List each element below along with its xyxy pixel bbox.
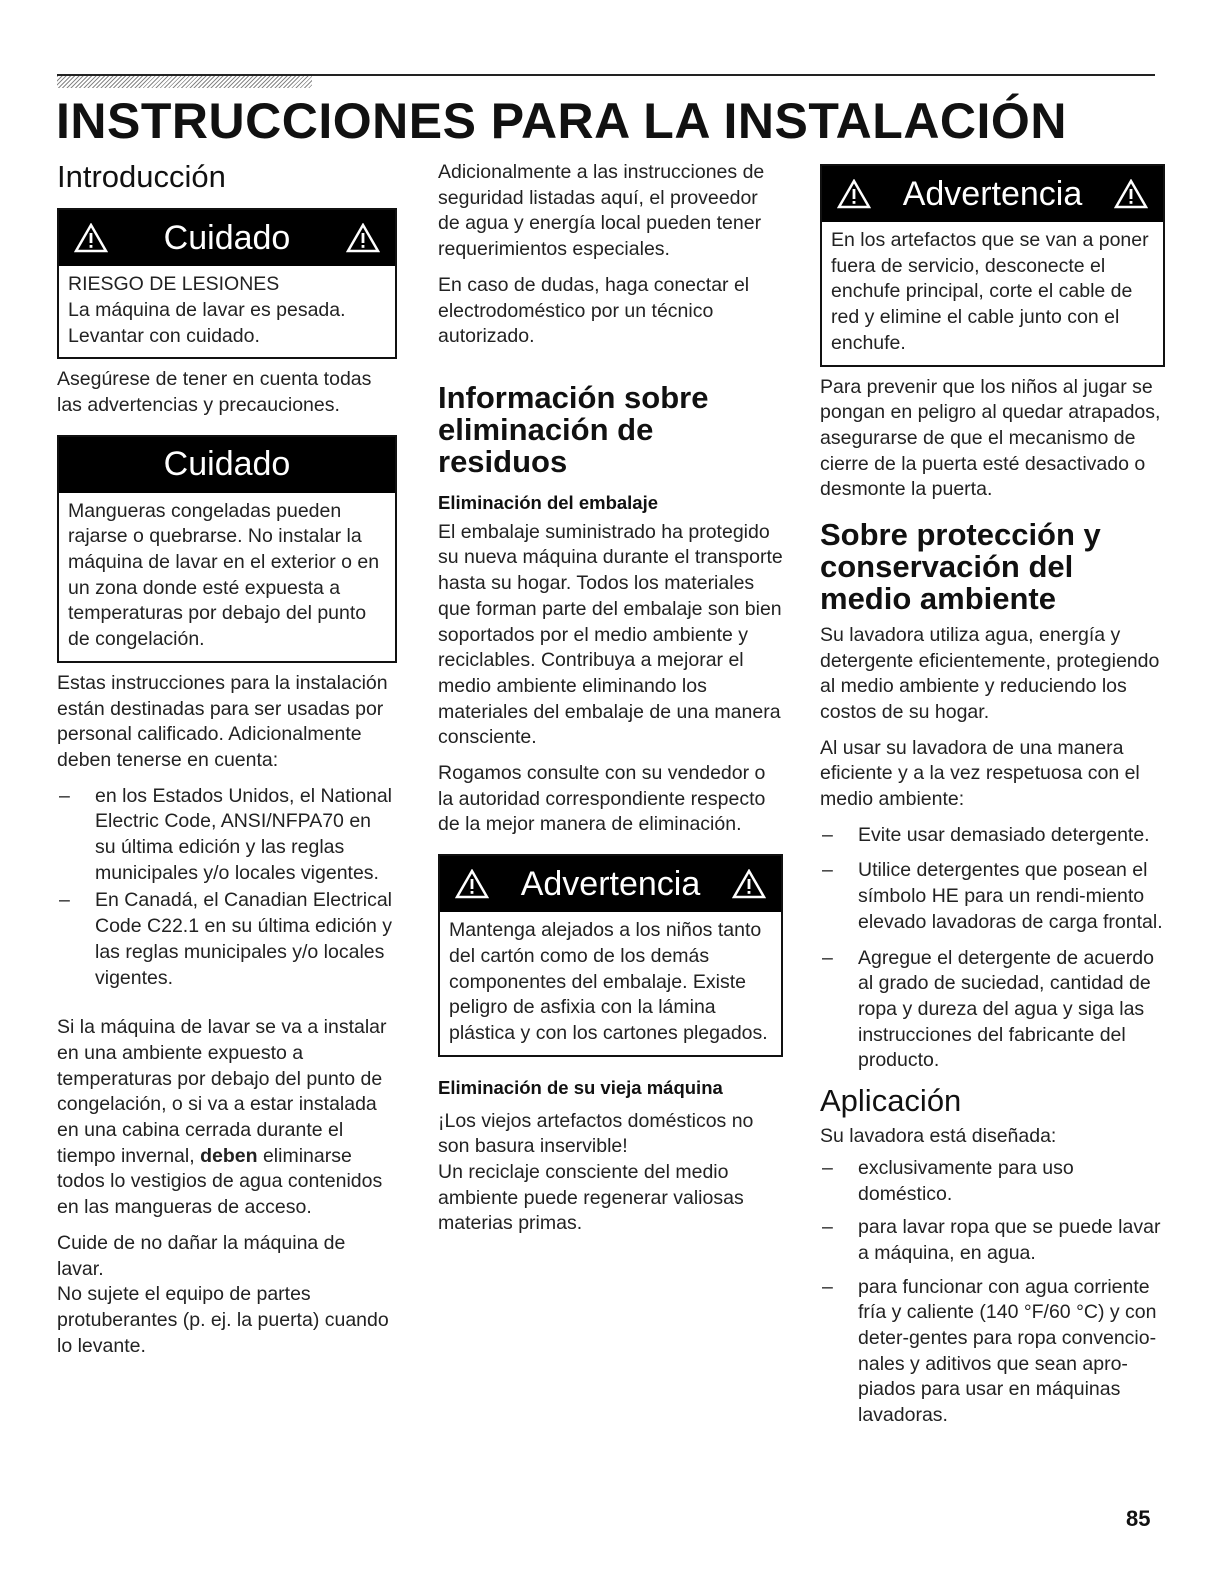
- warning-triangle-icon: [837, 179, 871, 209]
- page-number: 85: [1126, 1506, 1151, 1531]
- warning-box-packaging-body: [440, 912, 781, 1055]
- intro-heading: Introducción: [57, 159, 226, 194]
- caution-box-1-header: [59, 210, 395, 266]
- warning-triangle-icon: [732, 869, 766, 899]
- paragraph: Su lavadora utiliza agua, energía y detergente eficientemente, protegiendo al medio ambiente y reduciendo los costos de su hogar.: [820, 623, 1160, 723]
- warning-text: En los artefactos que se van a poner fuera de servicio, desconecte el enchufe principal, corte el cable de red y elimine el cable junto con el enchufe.: [831, 229, 1149, 354]
- column-1: [57, 160, 397, 1369]
- column-3: [820, 164, 1165, 1439]
- paragraph: Su lavadora está diseñada:: [820, 1125, 1057, 1148]
- paragraph: Adicionalmente a las instrucciones de seguridad listadas aquí, el proveedor de agua y energía local pueden tener requerimientos especiales.: [438, 161, 765, 261]
- caution-box-2: [57, 435, 397, 663]
- application-heading: Aplicación: [820, 1083, 962, 1119]
- caution-box-1-title: Cuidado: [163, 218, 291, 257]
- warning-triangle-icon: [346, 223, 380, 253]
- environment-heading: Sobre protección y conservación del medio ambiente: [820, 517, 1101, 616]
- caution-box-2-body: [59, 493, 395, 661]
- warning-box-disposal: [820, 164, 1165, 367]
- warning-triangle-icon: [74, 223, 108, 253]
- list-item: – En Canadá, el Canadian Electrical Code C22.1 en su última edición y las reglas municipales y/o locales vigentes.: [57, 888, 397, 991]
- caution-2-text: Mangueras congeladas pueden rajarse o quebrarse. No instalar la máquina de lavar en el exterior o en un zona donde esté expuesta a temperaturas por debajo del punto de congelación.: [68, 499, 380, 651]
- top-rule-pattern: [57, 76, 312, 88]
- paragraph: Al usar su lavadora de una manera eficiente y a la vez respetuosa con el medio ambiente:: [820, 736, 1140, 811]
- efficiency-list: [820, 823, 1165, 1074]
- caution-box-2-header: [59, 437, 395, 493]
- list-item: – Evite usar demasiado detergente.: [820, 823, 1165, 849]
- subheading: Eliminación del embalaje: [438, 491, 659, 513]
- subheading: Eliminación de su vieja máquina: [438, 1076, 723, 1098]
- application-list: [820, 1156, 1165, 1429]
- list-item: – en los Estados Unidos, el National Electric Code, ANSI/NFPA70 en su última edición y las reglas municipales y/o locales vigentes.: [57, 784, 397, 887]
- warning-box-disposal-title: Advertencia: [902, 174, 1083, 213]
- caution-1-line: RIESGO DE LESIONES: [68, 273, 280, 296]
- list-item: – exclusivamente para uso doméstico.: [820, 1156, 1165, 1207]
- warning-triangle-icon: [1114, 179, 1148, 209]
- requirements-list: [57, 784, 397, 992]
- paragraph: Estas instrucciones para la instalación están destinadas para ser usadas por personal calificado. Adicionalmente deben tenerse en cuenta:: [57, 671, 388, 771]
- paragraph: [57, 1015, 397, 1221]
- list-item: – Utilice detergentes que posean el símbolo HE para un rendi-miento elevado lavadoras de carga frontal.: [820, 858, 1165, 935]
- paragraph: Rogamos consulte con su vendedor o la autoridad correspondiente respecto de la mejor manera de eliminación.: [438, 762, 766, 836]
- warning-box-packaging-header: [440, 856, 781, 912]
- warning-box-disposal-header: [822, 166, 1163, 222]
- caution-box-1-body: [59, 266, 395, 357]
- paragraph: Un reciclaje consciente del medio ambiente puede regenerar valiosas materias primas.: [438, 1161, 744, 1235]
- page-title: INSTRUCCIONES PARA LA INSTALACIÓN: [56, 93, 1067, 149]
- caution-box-2-title: Cuidado: [163, 445, 291, 484]
- column-2: [438, 160, 783, 1247]
- list-item: – para funcionar con agua corriente fría y caliente (140 °F/60 °C) y con deter-gentes para ropa convencio-nales y aditivos que sean apro-piados para usar en máquinas lavadoras.: [820, 1275, 1165, 1429]
- text-run: eliminarse todos lo vestigios de agua contenidos en las mangueras de acceso.: [57, 1144, 383, 1219]
- paragraph: Para prevenir que los niños al jugar se pongan en peligro al quedar atrapados, asegurarse de que el mecanismo de cierre de la puerta esté desactivado o desmonte la puerta.: [820, 375, 1161, 501]
- bold-word: deben: [200, 1144, 258, 1167]
- list-item: – Agregue el detergente de acuerdo al grado de suciedad, cantidad de ropa y dureza del agua y siga las instrucciones del fabricante del producto.: [820, 946, 1165, 1075]
- paragraph: No sujete el equipo de partes protuberantes (p. ej. la puerta) cuando lo levante.: [57, 1283, 389, 1357]
- warning-triangle-icon: [455, 869, 489, 899]
- disposal-heading: Información sobre eliminación de residuos: [438, 379, 709, 479]
- text-run: Si la máquina de lavar se va a instalar en una ambiente expuesto a temperaturas por debajo del punto de congelación, o si va a estar instalada en una cabina cerrada durante el tiempo invernal,: [57, 1016, 387, 1167]
- paragraph: El embalaje suministrado ha protegido su nueva máquina durante el transporte hasta su hogar. Todos los materiales que forman parte del embalaje son bien soportados por el medio ambiente y reciclables. Contribuya a mejorar el medio ambiente eliminando los materiales del embalaje de una manera consciente.: [438, 520, 783, 749]
- caution-box-1: [57, 208, 397, 359]
- paragraph: ¡Los viejos artefactos domésticos no son basura inservible!: [438, 1109, 754, 1158]
- caution-1-line: La máquina de lavar es pesada.: [68, 298, 346, 321]
- paragraph: Cuide de no dañar la máquina de lavar.: [57, 1231, 346, 1280]
- warning-box-disposal-body: [822, 222, 1163, 365]
- paragraph: Asegúrese de tener en cuenta todas las advertencias y precauciones.: [57, 368, 372, 416]
- warning-box-packaging-title: Advertencia: [520, 864, 701, 903]
- warning-box-packaging: [438, 854, 783, 1057]
- paragraph: En caso de dudas, haga conectar el electrodoméstico por un técnico autorizado.: [438, 273, 750, 348]
- list-item: – para lavar ropa que se puede lavar a máquina, en agua.: [820, 1215, 1165, 1266]
- caution-1-line: Levantar con cuidado.: [68, 324, 260, 347]
- warning-text: Mantenga alejados a los niños tanto del cartón como de los demás componentes del embalaje. Existe peligro de asfixia con la lámina plástica y con los cartones plegados.: [449, 919, 768, 1044]
